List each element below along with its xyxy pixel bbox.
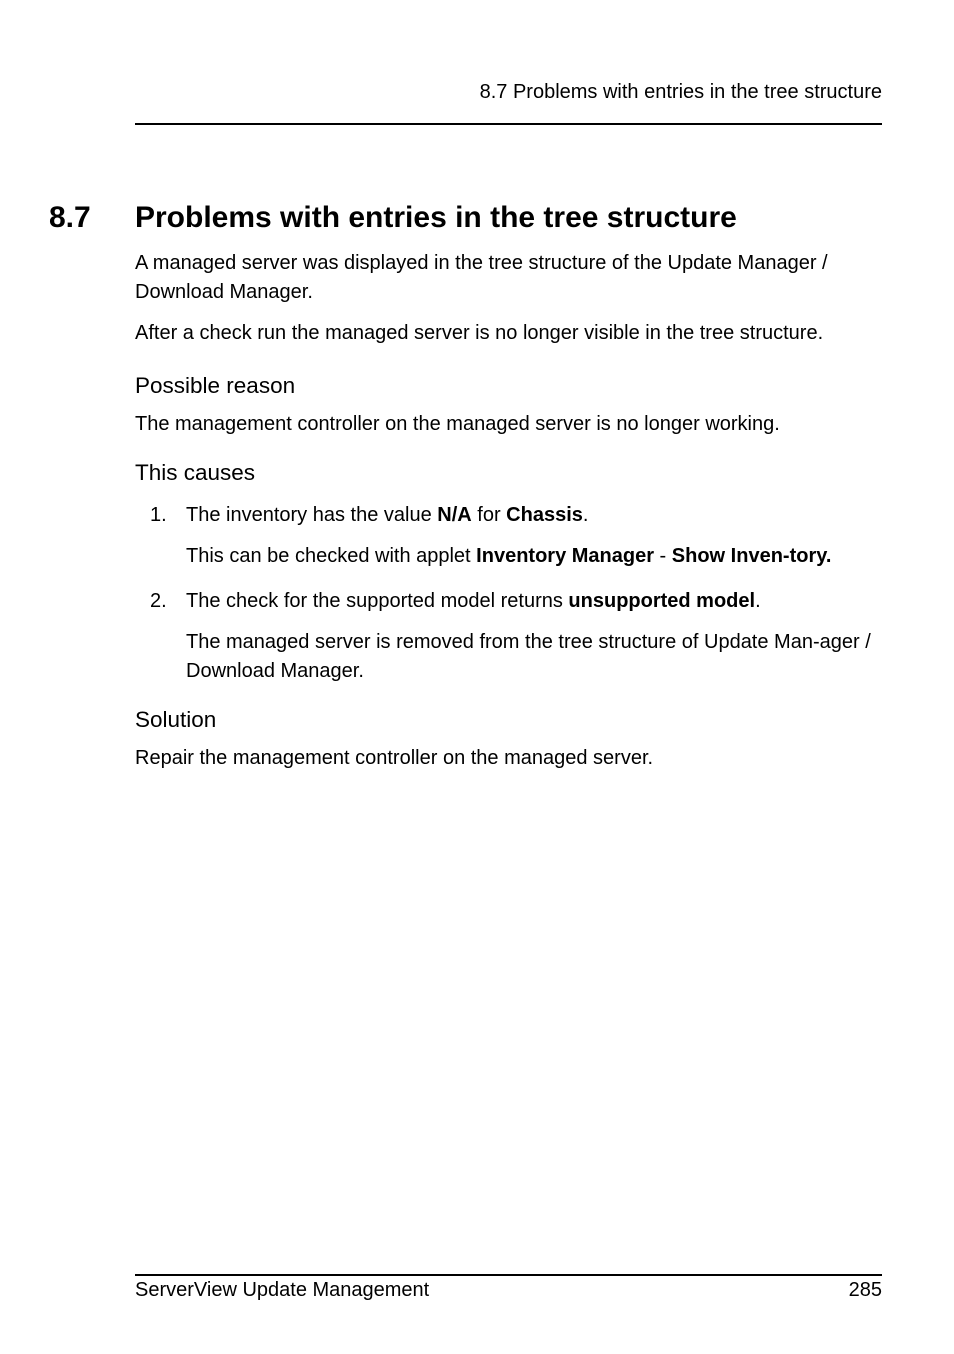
causes-list (135, 501, 885, 686)
footer-rule (135, 1274, 882, 1276)
possible-reason-text: The management controller on the managed server is no longer working. (135, 413, 780, 435)
list-item (135, 587, 885, 686)
header-rule (135, 123, 882, 125)
running-header: 8.7 Problems with entries in the tree structure (479, 81, 882, 103)
intro-paragraph-1: A managed server was displayed in the tree structure of the Update Manager / Download Manager. (135, 252, 828, 303)
list-item-text: The inventory has the value N/A for Chassis. (186, 504, 589, 526)
section-title: Problems with entries in the tree structure (135, 201, 737, 234)
list-item-detail: This can be checked with applet Inventory Manager - Show Inven-tory. (186, 545, 832, 567)
section-body (135, 249, 885, 773)
possible-reason-heading: Possible reason (135, 373, 296, 398)
page-number: 285 (848, 1279, 882, 1301)
solution-text: Repair the management controller on the managed server. (135, 747, 654, 769)
list-item-text: The check for the supported model returns unsupported model. (186, 590, 761, 612)
footer-doc-title: ServerView Update Management (135, 1279, 430, 1301)
list-item-number: 1. (150, 504, 167, 526)
list-item (135, 501, 885, 571)
solution-heading: Solution (135, 707, 217, 732)
section-number: 8.7 (49, 201, 91, 234)
causes-heading: This causes (135, 460, 256, 485)
list-item-number: 2. (150, 590, 167, 612)
list-item-detail: The managed server is removed from the tree structure of Update Man-ager / Download Manager. (186, 631, 871, 682)
intro-paragraph-2: After a check run the managed server is no longer visible in the tree structure. (135, 322, 824, 344)
